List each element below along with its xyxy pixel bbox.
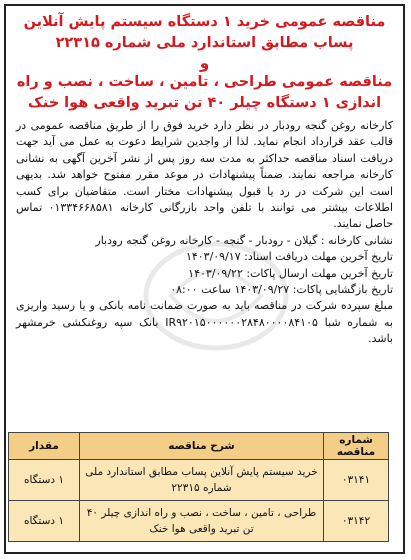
header-quantity: مقدار	[9, 433, 80, 460]
headline-line-3: مناقصه عمومی طراحی ، تامین ، ساخت ، نصب و راه	[16, 74, 393, 90]
row-description: خرید سیستم پایش آنلاین پساب مطابق استاندارد ملی شماره ۲۲۳۱۵	[80, 460, 324, 501]
row-number: ۰۳۱۴۱	[324, 460, 389, 501]
row-quantity: ۱ دستگاه	[9, 460, 80, 501]
deadline-receive: تاریخ آخرین مهلت دریافت اسناد: ۱۴۰۳/۰۹/۱۷	[185, 250, 393, 264]
table-row	[9, 460, 389, 501]
opening-date: تاریخ بازگشایی پاکات: ۱۴۰۳/۰۹/۲۷ ساعت ۰۸:۰۰	[170, 283, 393, 297]
header-number: شماره مناقصه	[324, 433, 389, 460]
headline-line-1: مناقصه عمومی خرید ۱ دستگاه سیستم پایش آنلاین	[23, 14, 386, 30]
headline-line-4: اندازی ۱ دستگاه چیلر ۴۰ تن تبرید واقعی هوا خنک	[27, 95, 382, 111]
deadline-send: تاریخ آخرین مهلت ارسال پاکات: ۱۴۰۳/۰۹/۲۲	[188, 266, 393, 280]
headline-line-2: پساب مطابق استاندارد ملی شماره ۲۲۳۱۵	[55, 35, 354, 51]
notice-headline	[14, 12, 395, 114]
factory-address: نشانی کارخانه : گیلان - رودبار - گنجه - کارخانه روغن گنجه رودبار	[95, 233, 393, 247]
table-row	[9, 501, 389, 542]
deposit-info: مبلغ سپرده شرکت در مناقصه باید به صورت ضمانت نامه بانکی و یا رسید واریزی به شماره شبا IR۹۲۰۱۵۰۰۰۰۰۰۲۸۴۸۰۰۰۰۸۴۱۰۵ بانک سپه روغنکشی خرمشهر باشد.	[16, 299, 393, 346]
notice-body	[16, 118, 393, 233]
headline-conjunction: و	[199, 54, 210, 72]
row-description: طراحی ، تامین ، ساخت ، نصب و راه اندازی چیلر ۴۰ تن تبرید واقعی هوا خنک	[80, 501, 324, 542]
row-number: ۰۳۱۴۲	[324, 501, 389, 542]
body-paragraph: کارخانه روغن گنجه رودبار در نظر دارد خرید فوق را از طریق مناقصه عمومی در قالب عقد قرارداد انجام نماید. لذا از واجدین شرایط دعوت به عمل می آید جهت دریافت اسناد مناقصه حداکثر به مدت سه روز پس از نشر آخرین آگهی به نشانی کارخانه مراجعه نمایند. ضمناً پیشنهادات در موعد مقرر مفتوح خواهد شد. بدیهی است این شرکت در رد یا قبول پیشنهادات مختار است. متقاضیان برای کسب اطلاعات بیشتر می توانند با تلفن واحد بازرگانی کارخانه ۰۱۳۳۴۶۶۸۵۸۱ تماس حاصل نمایند.	[16, 119, 393, 231]
tender-items-table	[8, 432, 389, 542]
table-header-row	[9, 433, 389, 460]
header-description: شرح مناقصه	[80, 433, 324, 460]
notice-info	[16, 233, 393, 299]
row-quantity: ۱ دستگاه	[9, 501, 80, 542]
